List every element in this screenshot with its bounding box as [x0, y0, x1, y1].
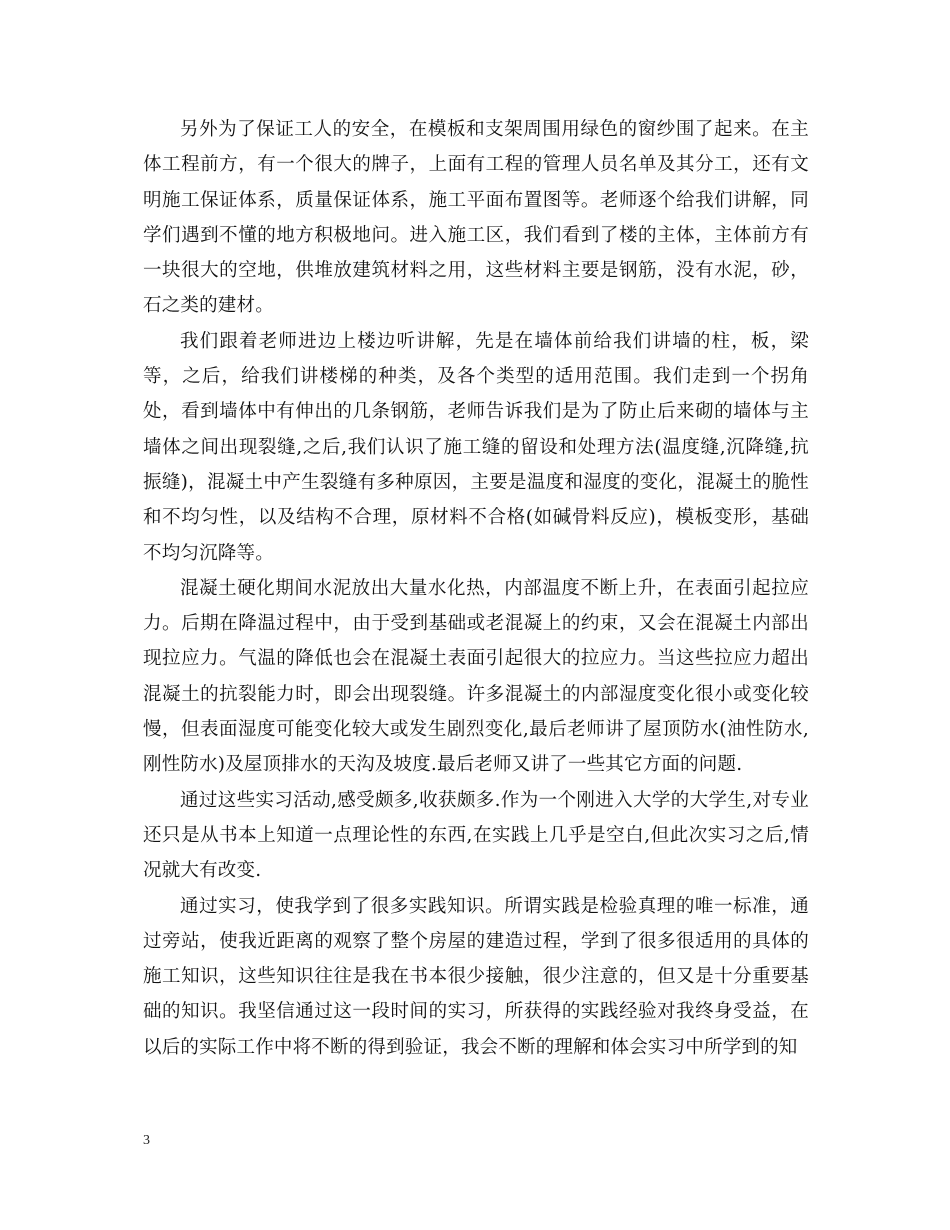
body-text — [143, 112, 809, 1065]
paragraph-3: 混凝土硬化期间水泥放出大量水化热，内部温度不断上升，在表面引起拉应力。后期在降温过程中，由于受到基础或老混凝上的约束，又会在混凝土内部出现拉应力。气温的降低也会在混凝土表面引起很大的拉应力。当这些拉应力超出混凝土的抗裂能力时，即会出现裂缝。许多混凝土的内部湿度变化很小或变化较慢，但表面湿度可能变化较大或发生剧烈变化,最后老师讲了屋顶防水(油性防水,刚性防水)及屋顶排水的天沟及坡度.最后老师又讲了一些其它方面的问题. — [143, 577, 809, 776]
paragraph-1: 另外为了保证工人的安全，在模板和支架周围用绿色的窗纱围了起来。在主体工程前方，有一个很大的牌子，上面有工程的管理人员名单及其分工，还有文明施工保证体系，质量保证体系，施工平面布置图等。老师逐个给我们讲解，同学们遇到不懂的地方积极地问。进入施工区，我们看到了楼的主体，主体前方有一块很大的空地，供堆放建筑材料之用，这些材料主要是钢筋，没有水泥，砂，石之类的建材。 — [143, 119, 809, 317]
paragraph-5: 通过实习，使我学到了很多实践知识。所谓实践是检验真理的唯一标准，通过旁站，使我近距离的观察了整个房屋的建造过程，学到了很多很适用的具体的施工知识，这些知识往往是我在书本很少接触，很少注意的，但又是十分重要基础的知识。我坚信通过这一段时间的实习，所获得的实践经验对我终身受益，在以后的实际工作中将不断的得到验证，我会不断的理解和体会实习中所学到的知 — [143, 895, 809, 1058]
paragraph-2: 我们跟着老师进边上楼边听讲解，先是在墙体前给我们讲墙的柱，板，梁等，之后，给我们讲楼梯的种类，及各个类型的适用范围。我们走到一个拐角处，看到墙体中有伸出的几条钢筋，老师告诉我们是为了防止后来砌的墙体与主墙体之间出现裂缝,之后,我们认识了施工缝的留设和处理方法(温度缝,沉降缝,抗振缝)，混凝土中产生裂缝有多种原因，主要是温度和湿度的变化，混凝土的脆性和不均匀性，以及结构不合理，原材料不合格(如碱骨料反应)，模板变形，基础不均匀沉降等。 — [143, 330, 809, 564]
page-number: 3 — [143, 1133, 150, 1148]
paragraph-4: 通过这些实习活动,感受颇多,收获颇多.作为一个刚进入大学的大学生,对专业还只是从书本上知道一点理论性的东西,在实践上几乎是空白,但此次实习之后,情况就大有改变. — [143, 789, 809, 882]
